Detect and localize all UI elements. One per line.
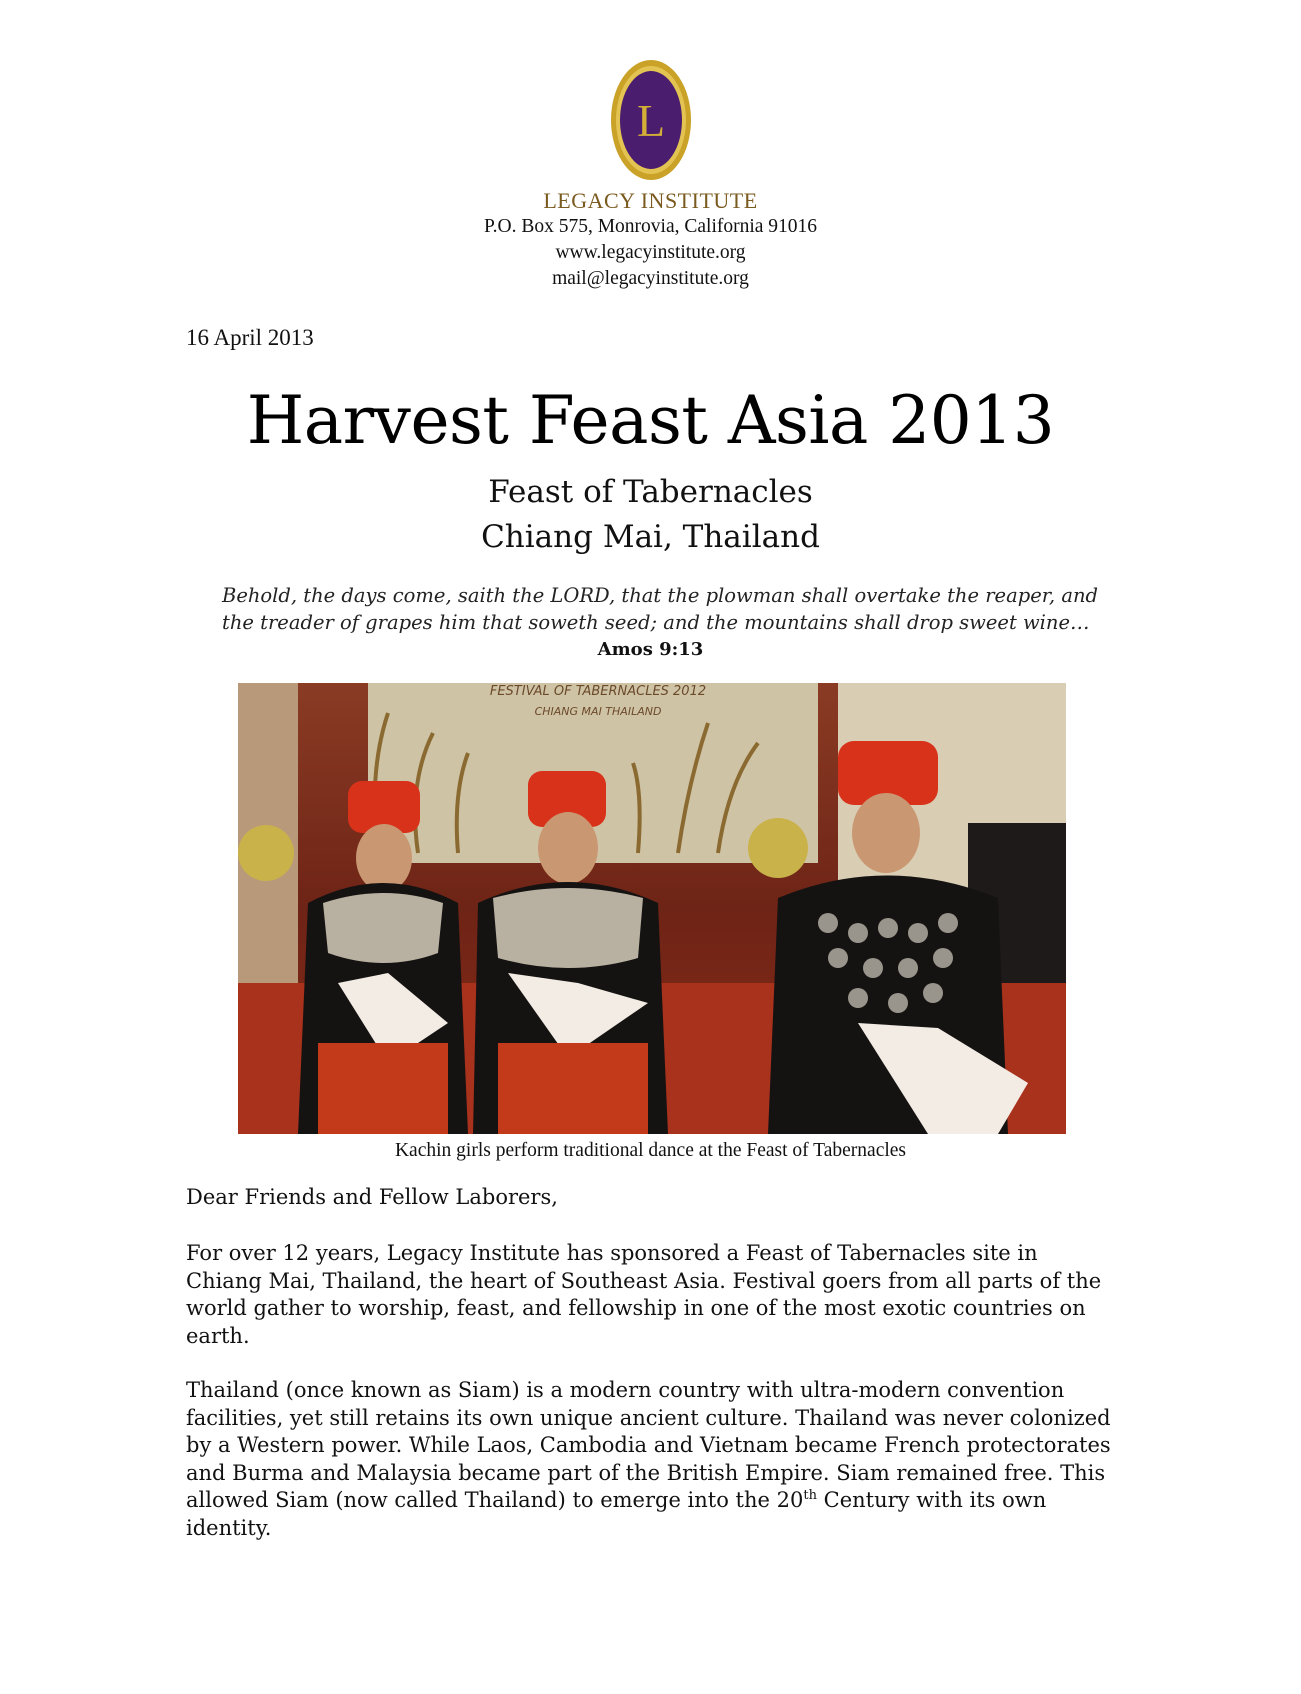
photo-caption: Kachin girls perform traditional dance at the Feast of Tabernacles xyxy=(394,1140,907,1161)
logo-letter: L xyxy=(636,95,665,146)
page-title: Harvest Feast Asia 2013 xyxy=(246,382,1055,459)
ordinal-suffix: th xyxy=(803,1488,817,1503)
letter-date: 16 April 2013 xyxy=(186,325,314,350)
scripture-reference: Amos 9:13 xyxy=(597,639,704,660)
org-name: LEGACY INSTITUTE xyxy=(543,188,758,213)
dancers-photo xyxy=(238,683,1066,1134)
paragraph-2-text-end: Century with its own identity. xyxy=(186,1488,1047,1540)
org-email[interactable]: mail@legacyinstitute.org xyxy=(552,268,749,289)
page-subtitle: Feast of Tabernacles xyxy=(488,474,813,510)
legacy-institute-logo-icon xyxy=(609,58,693,182)
org-website[interactable]: www.legacyinstitute.org xyxy=(555,242,746,263)
paragraph-2-text: Thailand (once known as Siam) is a modern country with ultra-modern convention facilities, yet still retains its own unique ancient culture. Thailand was never colonized by a Western power. While Laos, Cambodia and Vietnam became French protectorates and Burma and Malaysia became part of the British Empire. Siam remained free. This allowed Siam (now called Thailand) to emerge into the 20 xyxy=(186,1378,1111,1512)
event-location: Chiang Mai, Thailand xyxy=(481,519,820,555)
scripture-verse: Behold, the days come, saith the LORD, that the plowman shall overtake the reaper, and the treader of grapes him that soweth seed; and the mountains shall drop sweet wine… xyxy=(222,584,1098,634)
banner-line2: CHIANG MAI THAILAND xyxy=(534,705,662,718)
letter-salutation: Dear Friends and Fellow Laborers, xyxy=(186,1185,558,1209)
letter-paragraph-2 xyxy=(186,1377,1116,1542)
letter-paragraph-1: For over 12 years, Legacy Institute has sponsored a Feast of Tabernacles site in Chiang Mai, Thailand, the heart of Southeast Asia. Festival goers from all parts of the world gather to worship, feast, and fellowship in one of the most exotic countries on earth. xyxy=(186,1241,1102,1348)
letterhead xyxy=(0,58,1301,292)
banner-line1: FESTIVAL OF TABERNACLES 2012 xyxy=(489,684,707,699)
org-address: P.O. Box 575, Monrovia, California 91016 xyxy=(483,216,818,237)
